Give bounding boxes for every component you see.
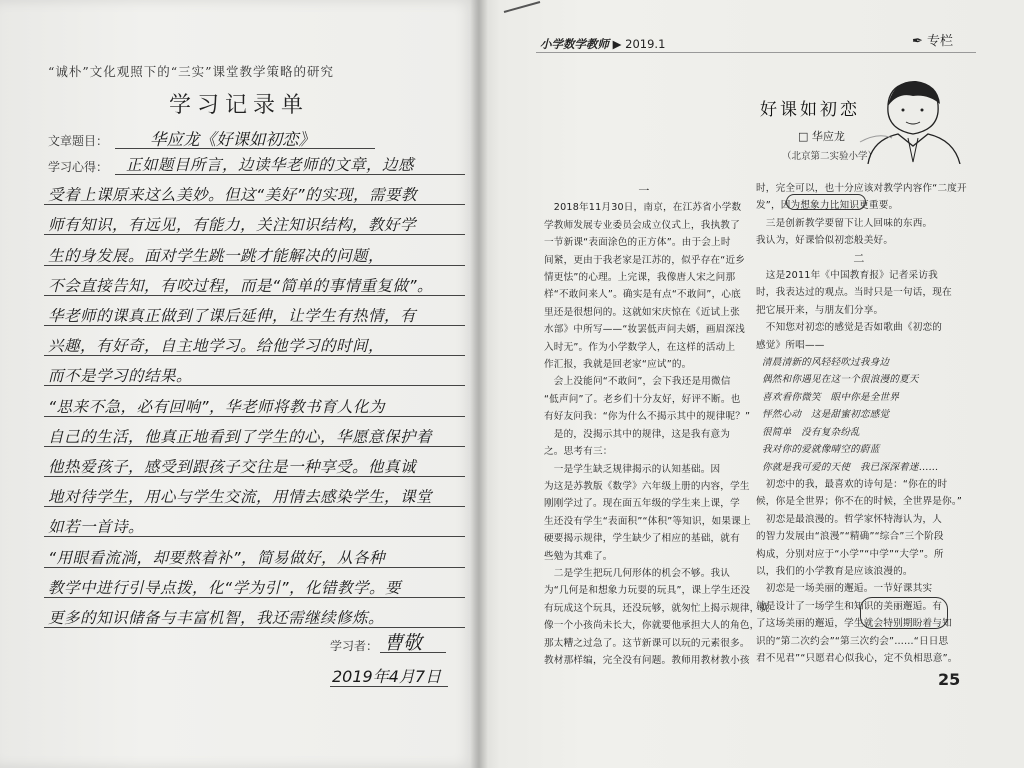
learner-label: 学习者： — [330, 639, 379, 653]
lyric-line: 怦然心动 这是甜蜜初恋感觉 — [762, 409, 890, 421]
record-sheet-title: 学习记录单 — [168, 93, 309, 118]
learner-name: 曹敬 — [384, 632, 423, 654]
hand-box-mark — [860, 597, 948, 629]
left-page-header: “诚朴”文化观照下的“三实”课堂教学策略的研究 — [48, 64, 335, 79]
article-line: 一是学生缺乏规律揭示的认知基础。因 — [544, 463, 721, 475]
article-line: 水部》中所写——“妆罢低声问夫婿，画眉深浅 — [544, 324, 746, 336]
sign-date: 2019年4月7日 — [332, 667, 442, 686]
notes-line: 正如题目所言，边读华老师的文章，边感 — [126, 156, 415, 174]
article-author: □ 华应龙 — [798, 130, 845, 143]
column-tag-label: 专栏 — [927, 34, 954, 49]
lyric-line: 偶然和你遇见在这一个很浪漫的夏天 — [762, 374, 919, 386]
article-line: 学教师发展专业委员会成立仪式上，我执教了 — [544, 219, 740, 231]
notes-line: “用眼看流淌，却要熬着补”，简易做好，从各种 — [48, 548, 386, 567]
article-label: 文章题目： — [48, 134, 109, 148]
notes-line: 他热爱孩子，感受到跟孩子交往是一种享受。他真诚 — [48, 458, 417, 476]
article-line: 二是学生把玩几何形体的机会不够。我认 — [544, 567, 731, 579]
article-line: 2018年11月30日，南京，在江苏省小学数 — [544, 202, 742, 214]
column-tag — [912, 30, 953, 49]
article-line: 候，你是全世界；你不在的时候，全世界是你。” — [756, 496, 963, 508]
pencil-mark-icon — [502, 0, 542, 14]
hand-circle-mark — [786, 194, 866, 210]
lyric-line: 你就是我可爱的天使 我已深深着迷…… — [762, 461, 939, 473]
article-line: 了这场美丽的邂逅，学生就会特别期盼着与知 — [756, 618, 952, 630]
article-line: 硬要揭示规律，学生缺少了相应的基础，就有 — [544, 533, 740, 545]
author-portrait-icon — [858, 72, 968, 164]
article-line: 识的“第二次约会”“第三次约会”……“日日思 — [756, 635, 949, 647]
journal-header — [540, 36, 665, 52]
journal-issue: ▶ 2019.1 — [612, 37, 666, 51]
notes-line: 教学中进行引导点拨，化“学为引”，化错教学。要 — [48, 578, 402, 597]
section-number: 一 — [638, 184, 650, 197]
article-line: 初恋是最浪漫的。哲学家怀特海认为，人 — [756, 513, 943, 525]
article-column-1 — [544, 182, 770, 669]
lyric-line: 很简单 没有复杂纷乱 — [762, 426, 860, 438]
article-line: 为这是苏教版《数学》六年级上册的内容，学生 — [544, 480, 750, 492]
article-line: “低声问”了。老乡们十分友好，好评不断。也 — [544, 393, 741, 405]
notes-line: 如若一首诗。 — [48, 518, 145, 537]
article-line: 作汇报，我就是回老家“应试”的。 — [544, 359, 692, 371]
article-line: 像一个小孩尚未长大，你就要他承担大人的角色， — [544, 620, 760, 632]
page-number: 25 — [938, 670, 961, 689]
article-line: 以，我们的小学教育是应该浪漫的。 — [756, 565, 913, 577]
author-affiliation: （北京第二实验小学） — [782, 151, 878, 162]
article-line: 之。思考有三： — [544, 446, 613, 458]
article-line: 把它展开来，与朋友们分享。 — [756, 304, 884, 316]
article-line: 样“不敢问来人”。确实是有点“不敢问”，心底 — [544, 289, 741, 301]
notes-line: 兴趣，有好奇，自主地学习。给他学习的时间， — [48, 337, 385, 356]
header-rule — [536, 52, 976, 53]
article-line: 一节新课“表面涂色的正方体”。由于会上时 — [544, 237, 731, 249]
article-line: 发”，因为想象力比知识更重要。 — [756, 200, 899, 212]
date-underline — [330, 686, 448, 687]
notes-line: 不会直接告知，有咬过程，而是“简单的事情重复做”。 — [48, 276, 434, 295]
article-line: 初恋是一场美丽的邂逅。一节好课其实 — [756, 583, 933, 595]
article-line: 构成，分别对应于“小学”“中学”“大学”。所 — [756, 548, 944, 560]
article-value: 华应龙《好课如初恋》 — [150, 130, 315, 149]
article-line: 里还是很想问的。这就如宋庆惊在《近试上张 — [544, 306, 740, 318]
article-line: 时，我表达过的观点。当时只是一句话，现在 — [756, 287, 952, 299]
article-line: 的智力发展由“浪漫”“精确”“综合”三个阶段 — [756, 531, 944, 543]
article-line: 入时无”。作为小学数学人，在这样的活动上 — [544, 341, 736, 353]
notes-line: 更多的知识储备与丰富机智，我还需继续修炼。 — [48, 609, 385, 627]
notes-line: 受着上课原来这么美妙。但这“美好”的实现，需要教 — [48, 186, 418, 205]
notes-line: 师有知识，有远见，有能力，关注知识结构，教好学 — [48, 216, 417, 235]
article-line: 感觉》所唱—— — [756, 339, 825, 351]
article-line: 初恋中的我，最喜欢的诗句是：“你在的时 — [756, 478, 948, 490]
lyric-line: 我对你的爱就像晴空的蔚蓝 — [762, 444, 880, 456]
article-line: 那太糟之过急了。这节新课可以玩的元素很多。 — [544, 637, 750, 649]
article-line: 有玩成这个玩具，还没玩够，就匆忙上揭示规律，就 — [544, 602, 770, 614]
article-line: 我认为，好课恰似初恋般美好。 — [756, 235, 894, 247]
notes-line: 华老师的课真正做到了课后延伸，让学生有热情，有 — [48, 307, 417, 325]
article-line: 些勉为其难了。 — [544, 550, 613, 562]
notes-line: 自己的生活，他真正地看到了学生的心，华愿意保护着 — [48, 427, 433, 446]
lyric-line: 清晨清新的风轻轻吹过我身边 — [762, 357, 890, 369]
section-number: 二 — [853, 251, 865, 265]
article-title: 好课如初恋 — [760, 100, 860, 120]
article-column-2 — [756, 180, 967, 667]
article-line: 间紧，更由于我老家是江苏的，似乎存在“近乡 — [544, 254, 746, 266]
article-line: 时，完全可以，也十分应该对教学内容作“二度开 — [756, 183, 967, 194]
article-line: 君不见君”“只愿君心似我心，定不负相思意”。 — [756, 652, 958, 664]
article-line: 教材那样编，完全没有问题。教师用教材教小孩 — [544, 654, 750, 666]
article-line: 不知您对初恋的感觉是否如歌曲《初恋的 — [756, 322, 943, 334]
learner-underline — [380, 652, 446, 653]
article-line: 情更怯”的心理。上完课，我像唐人宋之问那 — [544, 272, 736, 284]
journal-name: 小学数学教师 — [540, 37, 609, 51]
article-line: 有好友问我：“你为什么不揭示其中的规律呢？” — [544, 411, 751, 423]
article-line: 三是创新教学要留下让人回味的东西。 — [756, 217, 933, 229]
article-line: 会上没能问“不敢问”，会下我还是用微信 — [544, 376, 731, 388]
lyric-line: 喜欢看你微笑 眼中你是全世界 — [762, 391, 900, 403]
notes-line: 生的身发展。面对学生跳一跳才能解决的问题， — [48, 246, 385, 265]
notes-line: “思来不急，必有回响”，华老师将教书育人化为 — [48, 397, 386, 416]
article-line: 这是2011年《中国教育报》记者采访我 — [756, 270, 938, 282]
notes-line: 地对待学生，用心与学生交流，用情去感染学生，课堂 — [48, 488, 433, 507]
article-line: 刚刚学过了。现在面五年级的学生来上课，学 — [544, 498, 740, 510]
article-line: 是的，没揭示其中的规律，这是我有意为 — [544, 428, 731, 440]
notes-line: 而不是学习的结果。 — [48, 367, 193, 386]
article-line: 为“几何是和想象力玩耍的玩具”，课上学生还没 — [544, 585, 751, 597]
article-line: 生还没有学生“表面积”“体积”等知识，如果课上 — [544, 515, 751, 527]
pen-icon: ✒ — [912, 34, 923, 49]
notes-label: 学习心得： — [48, 160, 109, 174]
article-line: 就是设计了一场学生和知识的美丽邂逅。有 — [756, 600, 943, 612]
